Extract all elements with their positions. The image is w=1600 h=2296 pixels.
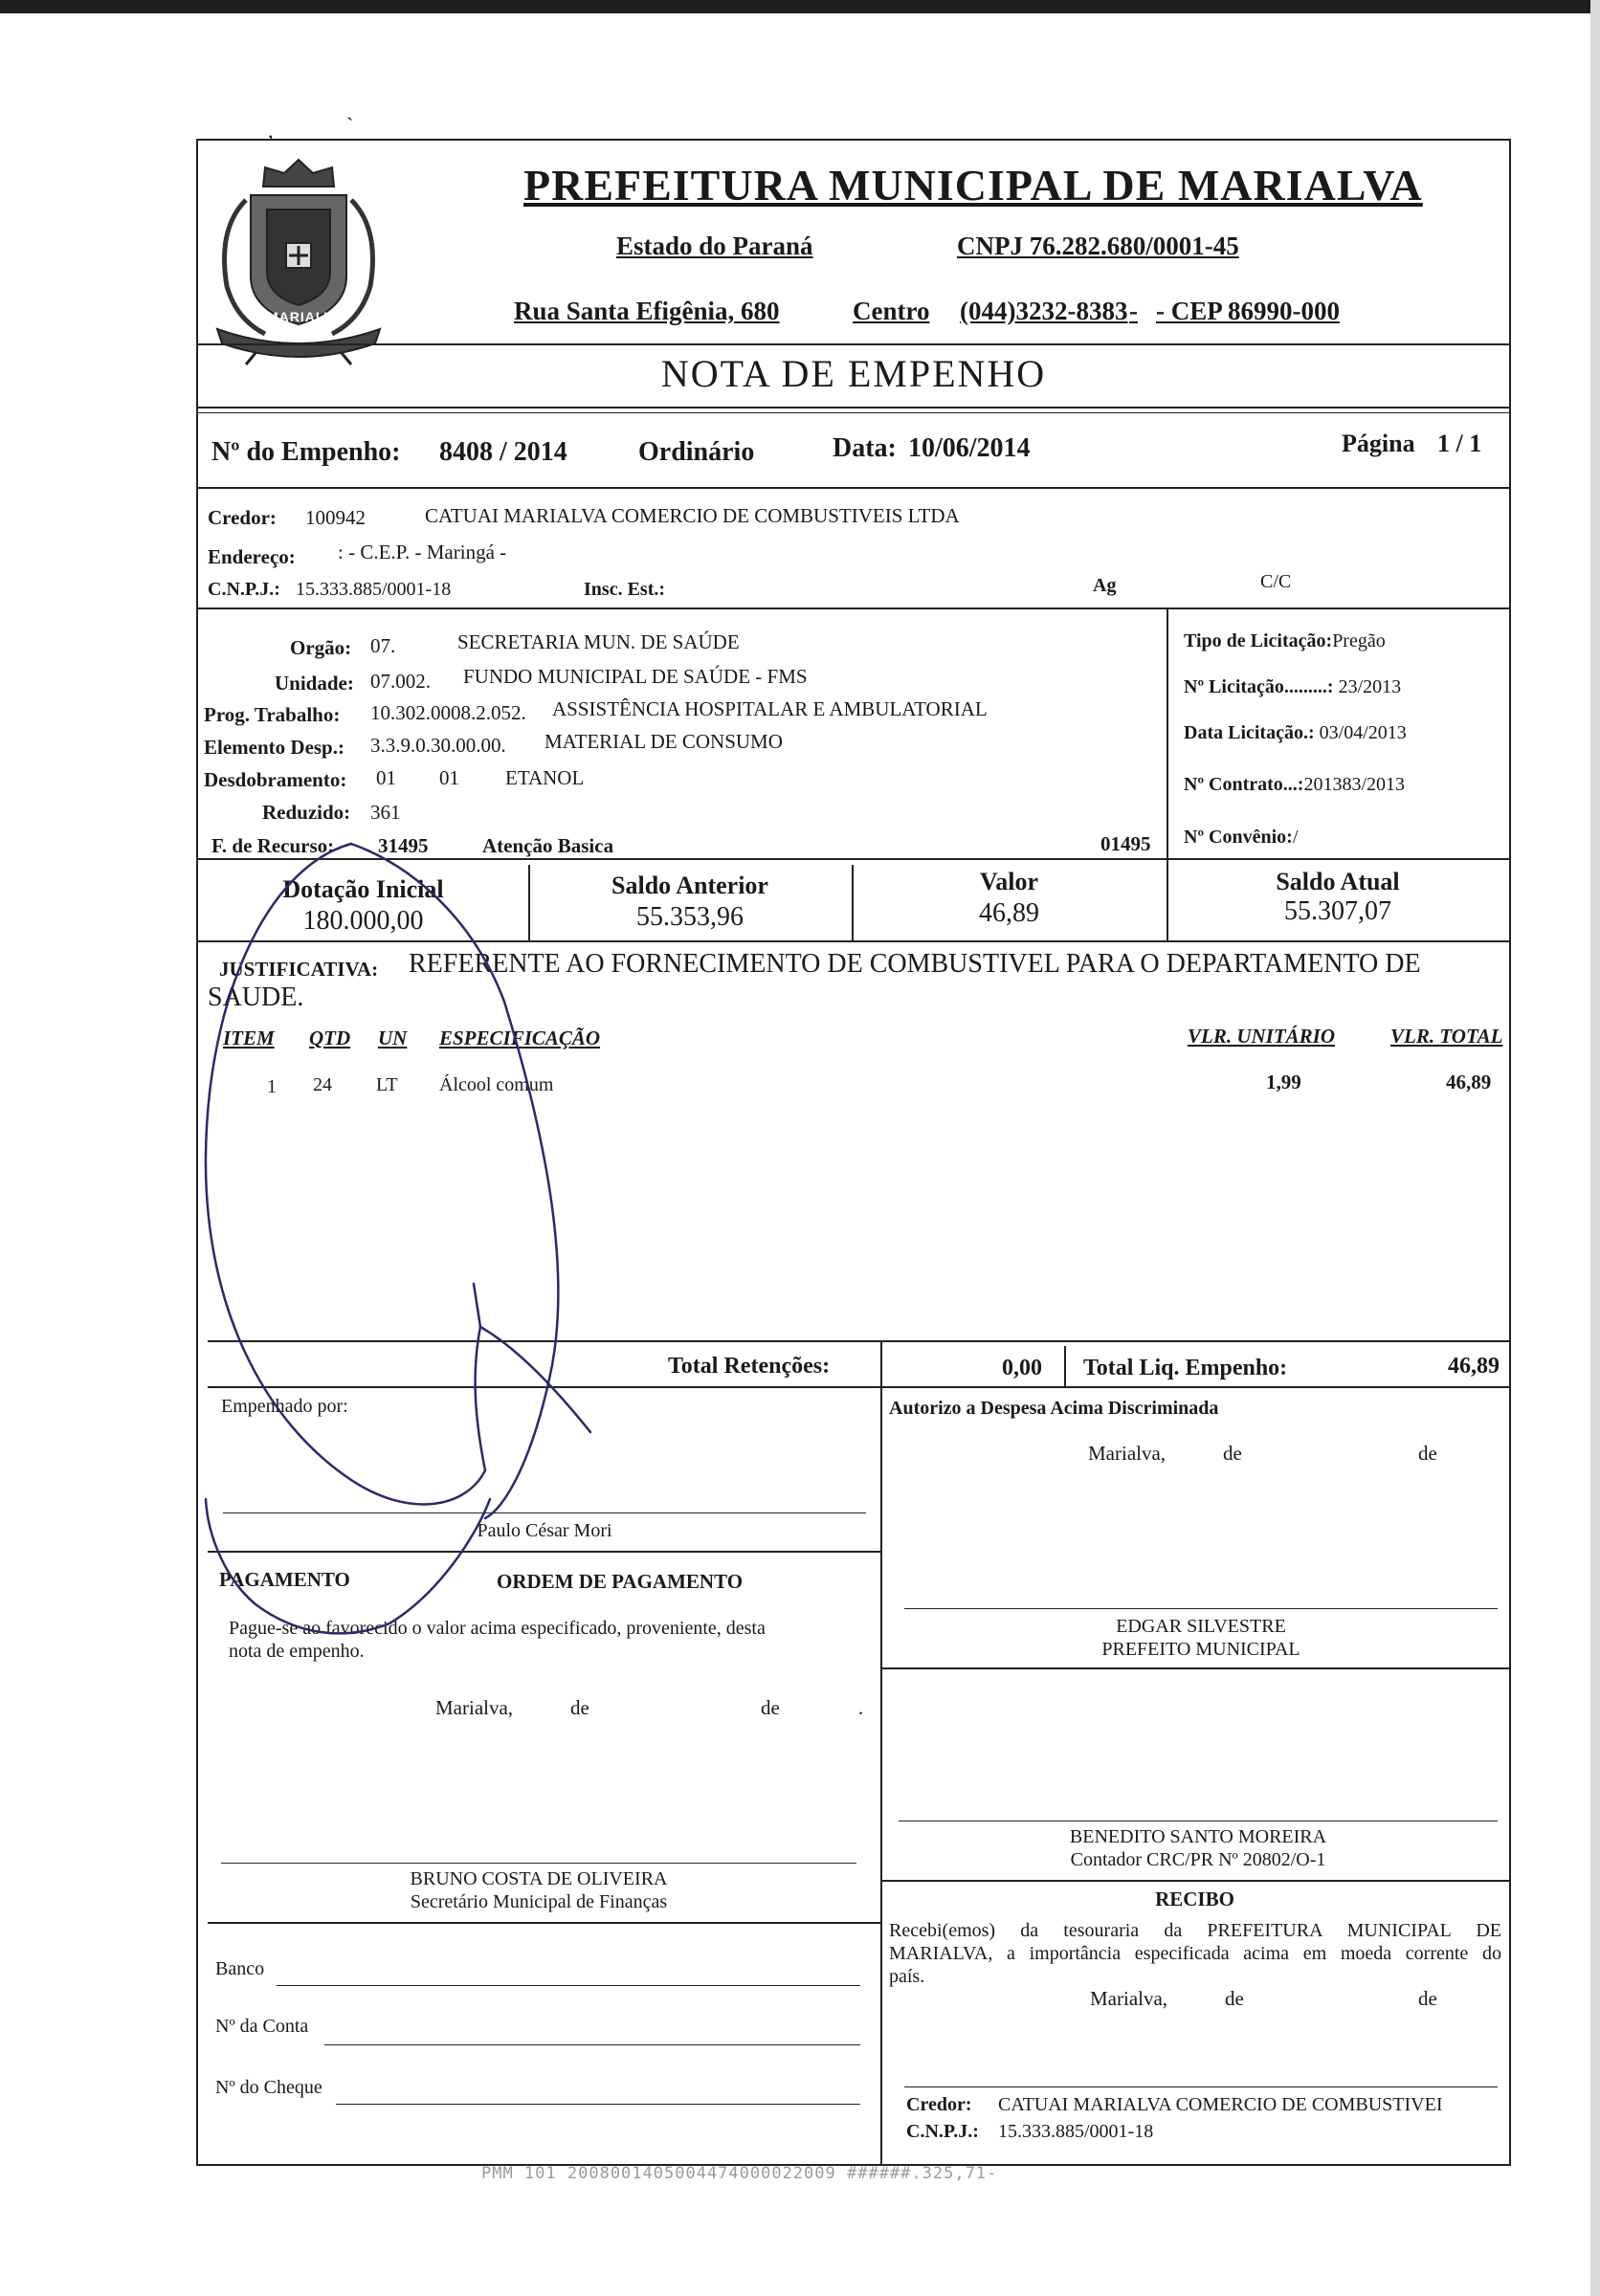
payment-date-de1: de	[570, 1696, 589, 1719]
scan-top-edge	[0, 0, 1600, 13]
authorization-date-de2: de	[1418, 1442, 1437, 1465]
creditor-cnpj: 15.333.885/0001-18	[296, 579, 452, 600]
bank-field[interactable]	[277, 1985, 860, 1986]
table-row-item: 1	[267, 1076, 277, 1097]
divider	[1064, 1346, 1066, 1386]
receipt-creditor-name: CATUAI MARIALVA COMERCIO DE COMBUSTIVEI	[998, 2094, 1443, 2115]
bank-account-label: C/C	[1260, 571, 1292, 592]
bidding-type: Pregão	[1332, 630, 1386, 651]
postal-code: - CEP 86990-000	[1156, 297, 1340, 325]
empenho-number: 8408 / 2014	[439, 437, 567, 467]
element-code: 3.3.9.0.30.00.00.	[370, 734, 506, 757]
creditor-label: Credor:	[208, 506, 277, 529]
authorization-label: Autorizo a Despesa Acima Discriminada	[889, 1398, 1219, 1419]
divider	[198, 487, 1509, 489]
bidding-number-label: Nº Licitação.........: 23/2013	[1184, 676, 1402, 697]
valor-value: 46,89	[979, 898, 1039, 928]
qtd-column-header: QTD	[309, 1027, 351, 1049]
accountant-name: BENEDITO SANTO MOREIRA	[1069, 1826, 1327, 1847]
page-title: PREFEITURA MUNICIPAL DE MARIALVA	[523, 161, 1423, 210]
justification-line1: REFERENTE AO FORNECIMENTO DE COMBUSTIVEL PARA O DEPARTAMENTO DE	[409, 949, 1421, 979]
payment-date-city: Marialva,	[435, 1696, 514, 1719]
saldo-atual-label: Saldo Atual	[1276, 868, 1400, 895]
divider	[198, 412, 1509, 413]
table-row-qtd: 24	[313, 1074, 332, 1095]
phone-number: (044)3232-8383	[960, 297, 1128, 325]
retentions-label: Total Retenções:	[668, 1354, 831, 1379]
cheque-field[interactable]	[336, 2104, 860, 2105]
table-row-spec: Álcool comum	[439, 1074, 554, 1095]
receipt-date-de1: de	[1225, 1987, 1244, 2010]
state-name: Estado do Paraná	[616, 232, 813, 260]
date-label: Data:	[833, 433, 897, 463]
divider	[880, 1880, 1509, 1882]
payment-text-line1: Pague-se ao favorecido o valor acima especificado, proveniente, desta	[229, 1618, 766, 1639]
empenho-number-label: Nº do Empenho:	[211, 437, 401, 467]
receipt-text-line1: Recebi(emos) da tesouraria da PREFEITURA MUNICIPAL DE	[889, 1920, 1501, 1941]
creditor-name: CATUAI MARIALVA COMERCIO DE COMBUSTIVEIS LTDA	[425, 504, 960, 527]
resource-code: 31495	[378, 834, 429, 857]
seal-banner-text: MARIALVA	[267, 309, 344, 324]
saldo-anterior-label: Saldo Anterior	[611, 872, 768, 899]
justification-label: JUSTIFICATIVA:	[219, 958, 379, 981]
creditor-code: 100942	[305, 506, 366, 529]
signature-line	[904, 1608, 1498, 1609]
page-number: 1 / 1	[1437, 430, 1482, 457]
address-separator: -	[1129, 297, 1138, 325]
dotacao-value: 180.000,00	[302, 906, 424, 936]
payment-date-de2: de	[761, 1696, 780, 1719]
receipt-title: RECIBO	[1155, 1888, 1234, 1910]
secretary-title: Secretário Municipal de Finanças	[410, 1891, 668, 1912]
receipt-date-de2: de	[1418, 1987, 1437, 2010]
empenho-type: Ordinário	[638, 437, 755, 467]
desdobramento-label: Desdobramento:	[204, 768, 347, 791]
bidding-type-label: Tipo de Licitação:Pregão	[1184, 630, 1386, 651]
bidding-number: 23/2013	[1338, 676, 1402, 697]
account-field-label: Nº da Conta	[215, 2016, 309, 2037]
receipt-date-city: Marialva,	[1090, 1987, 1168, 2010]
address-label: Endereço:	[208, 545, 296, 568]
program-name: ASSISTÊNCIA HOSPITALAR E AMBULATORIAL	[552, 697, 988, 720]
valor-label: Valor	[979, 868, 1039, 895]
agreement-label: Nº Convênio:/	[1184, 827, 1299, 848]
unit-price-column-header: VLR. UNITÁRIO	[1188, 1025, 1336, 1048]
resource-code-short: 01495	[1100, 832, 1151, 855]
account-field[interactable]	[324, 2044, 860, 2045]
footer-code: PMM 101 2008001405004474000022009 ######.325,71-	[481, 2164, 998, 2183]
street-address: Rua Santa Efigênia, 680	[514, 297, 780, 325]
empenhado-por-name: Paulo César Mori	[477, 1520, 612, 1541]
contract-number: 201383/2013	[1303, 774, 1406, 795]
accountant-title: Contador CRC/PR Nº 20802/O-1	[1070, 1849, 1326, 1870]
creditor-address: : - C.E.P. - Maringá -	[338, 541, 507, 563]
item-column-header: ITEM	[223, 1027, 275, 1049]
element-name: MATERIAL DE CONSUMO	[544, 730, 783, 753]
payment-order-label: ORDEM DE PAGAMENTO	[497, 1570, 744, 1593]
program-code: 10.302.0008.2.052.	[370, 701, 526, 724]
unidade-label: Unidade:	[275, 672, 354, 695]
authorization-date-de1: de	[1223, 1442, 1242, 1465]
document-title: NOTA DE EMPENHO	[660, 352, 1047, 395]
payment-label: PAGAMENTO	[219, 1568, 350, 1591]
spec-column-header: ESPECIFICAÇÃO	[439, 1027, 601, 1049]
divider	[208, 1922, 880, 1924]
handwritten-signature	[150, 810, 811, 1643]
scan-mark: ,	[268, 119, 274, 143]
divider	[1167, 607, 1168, 868]
orgao-name: SECRETARIA MUN. DE SAÚDE	[457, 630, 740, 653]
state-registration-label: Insc. Est.:	[584, 579, 666, 600]
payment-text-line2: nota de empenho.	[229, 1641, 365, 1662]
divider	[880, 1340, 882, 1386]
bank-field-label: Banco	[215, 1958, 265, 1979]
table-row-total-price: 46,89	[1446, 1071, 1492, 1093]
dotacao-label: Dotação Inicial	[282, 875, 444, 903]
resource-label: F. de Recurso:	[211, 834, 335, 857]
program-label: Prog. Trabalho:	[204, 703, 341, 726]
desdobramento-a: 01	[376, 766, 396, 789]
contract-label: Nº Contrato...:201383/2013	[1184, 774, 1406, 795]
receipt-creditor-label: Credor:	[906, 2094, 972, 2115]
table-row-un: LT	[376, 1074, 398, 1095]
reduzido-value: 361	[370, 801, 401, 824]
desdobramento-name: ETANOL	[505, 766, 585, 789]
municipality-cnpj: CNPJ 76.282.680/0001-45	[957, 232, 1239, 260]
bank-agency-label: Ag	[1093, 575, 1117, 596]
orgao-label: Orgão:	[290, 636, 352, 659]
element-label: Elemento Desp.:	[204, 736, 344, 759]
mayor-name: EDGAR SILVESTRE	[1116, 1616, 1286, 1637]
divider	[198, 607, 1509, 609]
receipt-text-line2: MARIALVA, a importância especificada acima em moeda corrente do	[889, 1943, 1501, 1964]
net-total-value: 46,89	[1448, 1354, 1500, 1379]
empenho-date: 10/06/2014	[908, 433, 1031, 463]
unidade-code: 07.002.	[370, 670, 431, 693]
municipal-coat-of-arms-icon	[198, 152, 399, 367]
retentions-value: 0,00	[1002, 1356, 1042, 1380]
receipt-text-line3: país.	[889, 1966, 925, 1987]
divider	[198, 343, 1509, 345]
saldo-anterior-value: 55.353,96	[636, 902, 744, 932]
mayor-title: PREFEITO MUNICIPAL	[1101, 1639, 1300, 1660]
cheque-field-label: Nº do Cheque	[215, 2077, 322, 2098]
authorization-date-city: Marialva,	[1088, 1442, 1167, 1465]
agreement-number: /	[1292, 827, 1299, 848]
district: Centro	[853, 297, 930, 325]
signature-line	[221, 1863, 856, 1864]
receipt-cnpj: 15.333.885/0001-18	[998, 2121, 1154, 2142]
nota-de-empenho-form	[196, 139, 1511, 2166]
reduzido-label: Reduzido:	[262, 801, 351, 824]
net-total-label: Total Liq. Empenho:	[1083, 1356, 1288, 1380]
empenhado-por-label: Empenhado por:	[221, 1396, 348, 1417]
divider	[198, 407, 1509, 408]
scan-right-edge	[1590, 0, 1600, 2296]
creditor-cnpj-label: C.N.P.J.:	[208, 579, 280, 600]
secretary-name: BRUNO COSTA DE OLIVEIRA	[410, 1868, 668, 1889]
saldo-atual-value: 55.307,07	[1284, 896, 1391, 926]
divider	[880, 1667, 1509, 1669]
unidade-name: FUNDO MUNICIPAL DE SAÚDE - FMS	[463, 665, 808, 688]
signature-line	[904, 2086, 1498, 2087]
orgao-code: 07.	[370, 634, 396, 657]
bidding-date: 03/04/2013	[1319, 722, 1407, 743]
payment-date-dot: .	[858, 1696, 864, 1719]
scan-mark: `	[346, 113, 354, 137]
un-column-header: UN	[378, 1027, 408, 1049]
bidding-date-label: Data Licitação.: 03/04/2013	[1184, 722, 1407, 743]
page-label: Página	[1342, 430, 1415, 457]
table-row-unit-price: 1,99	[1266, 1071, 1301, 1093]
resource-name: Atenção Basica	[482, 834, 614, 857]
receipt-cnpj-label: C.N.P.J.:	[906, 2121, 979, 2142]
justification-line2: SAUDE.	[208, 982, 304, 1012]
total-price-column-header: VLR. TOTAL	[1390, 1025, 1503, 1048]
desdobramento-b: 01	[439, 766, 459, 789]
divider	[880, 1386, 882, 2164]
